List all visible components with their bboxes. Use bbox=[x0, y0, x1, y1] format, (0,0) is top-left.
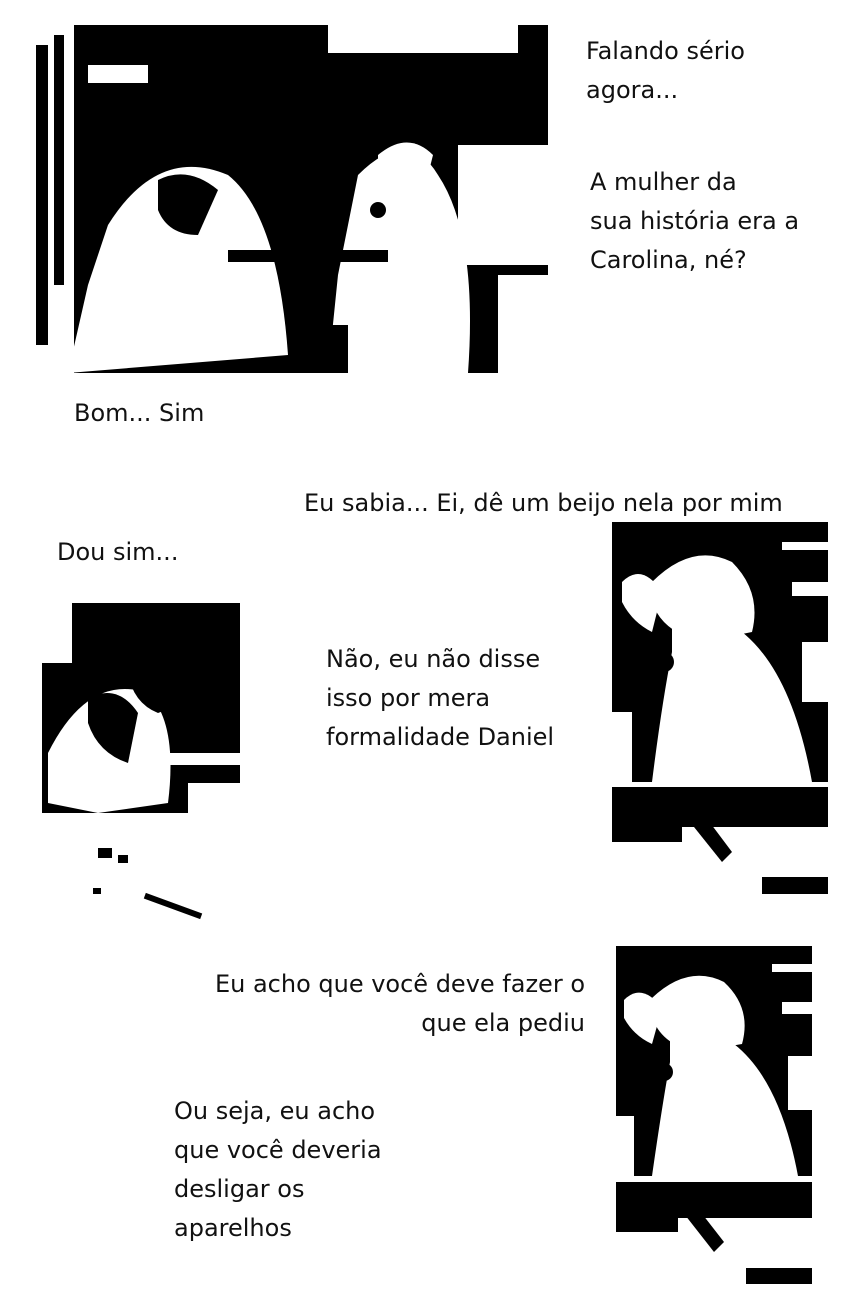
dialogue-line: Eu sabia... Ei, dê um beijo nela por mim bbox=[304, 489, 783, 517]
photo-older-person-closeup bbox=[616, 946, 812, 1284]
comic-panel-4 bbox=[616, 946, 812, 1284]
dialogue-line: Eu acho que você deve fazer o que ela pediu bbox=[214, 970, 585, 1037]
dialogue-line: A mulher da sua história era a Carolina, né? bbox=[590, 168, 800, 274]
comic-panel-3 bbox=[612, 522, 828, 894]
dialogue-line: Bom... Sim bbox=[74, 399, 205, 427]
dialogue-line: Dou sim... bbox=[57, 538, 179, 566]
comic-panel-2 bbox=[28, 603, 240, 933]
photo-person-seated bbox=[28, 603, 240, 933]
photo-two-people-at-table bbox=[28, 25, 548, 373]
comic-panel-1 bbox=[28, 25, 548, 373]
dialogue-line: Ou seja, eu acho que você deveria desligar os aparelhos bbox=[174, 1097, 382, 1242]
dialogue-line: Não, eu não disse isso por mera formalidade Daniel bbox=[326, 645, 555, 751]
photo-older-person-closeup bbox=[612, 522, 828, 894]
dialogue-line: Falando sério agora... bbox=[586, 37, 745, 104]
